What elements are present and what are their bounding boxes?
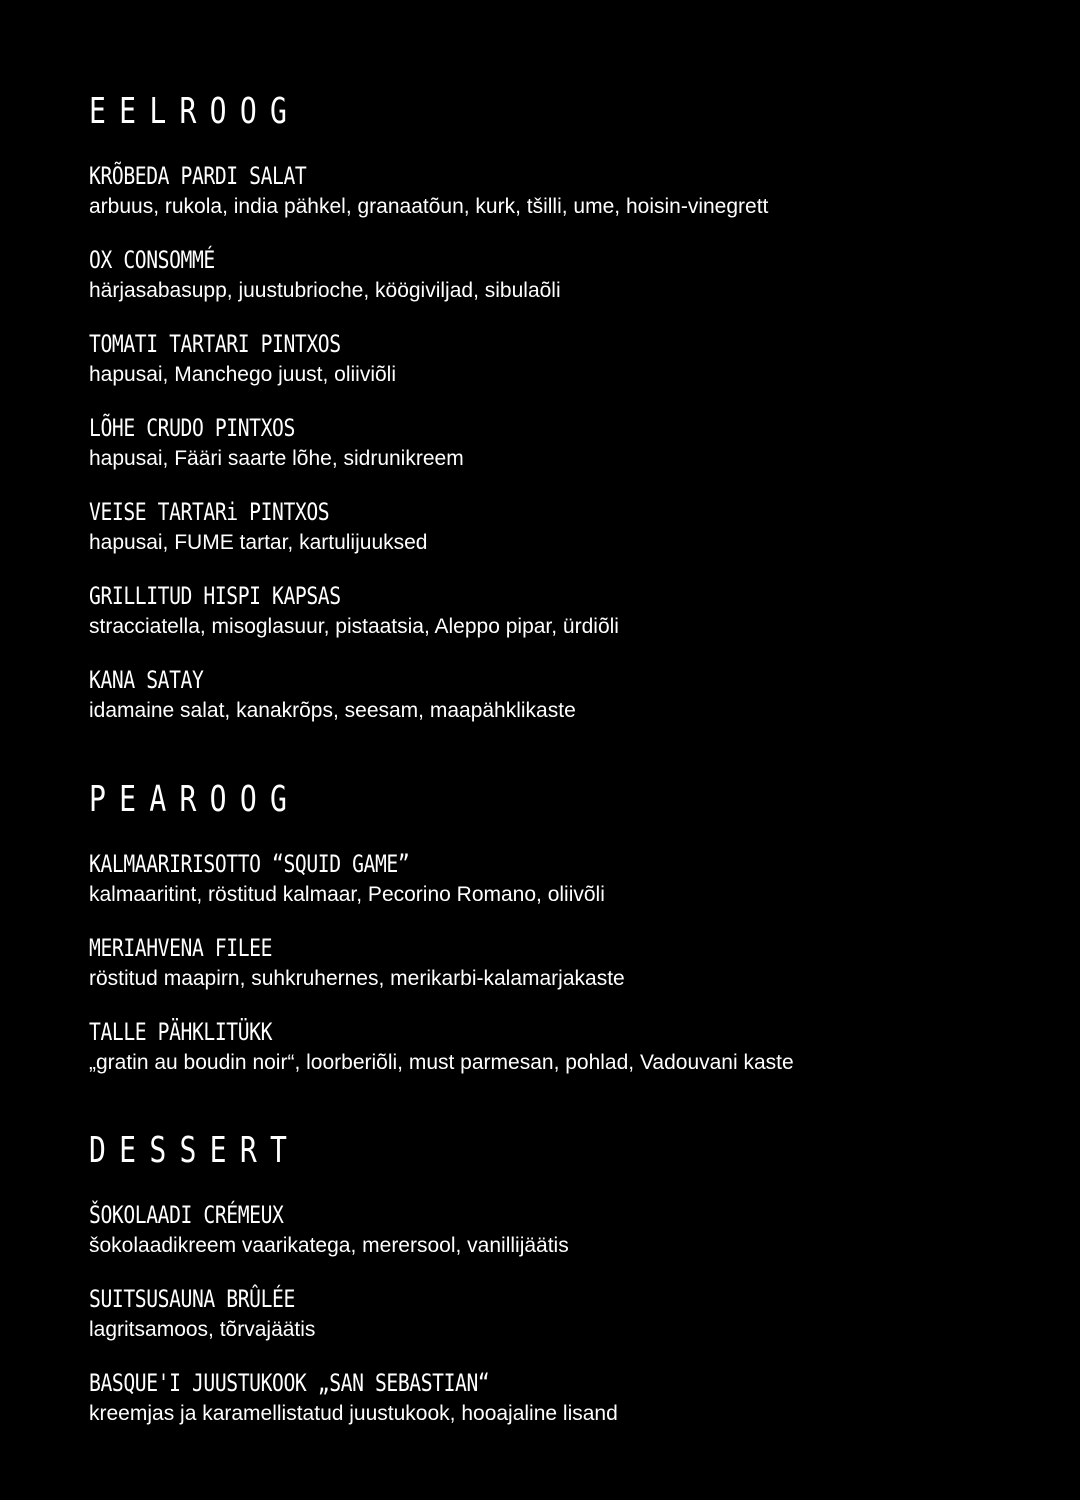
menu-item	[89, 666, 1049, 750]
item-name: SUITSUSAUNA BRÛLÉE	[89, 1285, 295, 1313]
item-name: TOMATI TARTARI PINTXOS	[89, 330, 341, 358]
item-description: kreemjas ja karamellistatud juustukook, hooajaline lisand	[89, 1402, 618, 1425]
menu-item	[89, 498, 1049, 582]
item-name: KALMAARIRISOTTO “SQUID GAME”	[89, 850, 410, 878]
menu-item	[89, 162, 1049, 246]
item-description: härjasabasupp, juustubrioche, köögiviljad, sibulaõli	[89, 279, 561, 302]
menu-item	[89, 246, 1049, 330]
item-name: KRÕBEDA PARDI SALAT	[89, 162, 307, 190]
item-description: lagritsamoos, tõrvajäätis	[89, 1318, 316, 1341]
item-name: LÕHE CRUDO PINTXOS	[89, 414, 295, 442]
item-description: „gratin au boudin noir“, loorberiõli, must parmesan, pohlad, Vadouvani kaste	[89, 1051, 794, 1074]
section-title: DESSERT	[89, 1130, 301, 1171]
menu-items	[89, 1201, 1049, 1453]
menu-item	[89, 582, 1049, 666]
menu-item	[89, 414, 1049, 498]
menu-item	[89, 1369, 1049, 1453]
section-title: EELROOG	[89, 91, 301, 132]
item-description: kalmaaritint, röstitud kalmaar, Pecorino Romano, oliivõli	[89, 883, 605, 906]
menu-item	[89, 330, 1049, 414]
item-description: röstitud maapirn, suhkruhernes, merikarbi-kalamarjakaste	[89, 967, 625, 990]
menu-item	[89, 1285, 1049, 1369]
item-name: BASQUE'I JUUSTUKOOK „SAN SEBASTIAN“	[89, 1369, 490, 1397]
item-description: arbuus, rukola, india pähkel, granaatõun, kurk, tšilli, ume, hoisin-vinegrett	[89, 195, 769, 218]
menu-item	[89, 1018, 1049, 1102]
section-title: PEAROOG	[89, 779, 301, 820]
item-description: hapusai, Fääri saarte lõhe, sidrunikreem	[89, 447, 464, 470]
menu-item	[89, 850, 1049, 934]
menu-items	[89, 850, 1049, 1102]
item-name: OX CONSOMMÉ	[89, 246, 215, 274]
item-description: šokolaadikreem vaarikatega, merersool, vanillijäätis	[89, 1234, 569, 1257]
item-description: hapusai, FUME tartar, kartulijuuksed	[89, 531, 428, 554]
item-description: stracciatella, misoglasuur, pistaatsia, Aleppo pipar, ürdiõli	[89, 615, 619, 638]
menu-items	[89, 162, 1049, 750]
item-name: KANA SATAY	[89, 666, 204, 694]
menu-item	[89, 934, 1049, 1018]
item-name: MERIAHVENA FILEE	[89, 934, 273, 962]
item-name: ŠOKOLAADI CRÉMEUX	[89, 1201, 284, 1229]
item-description: idamaine salat, kanakrõps, seesam, maapähklikaste	[89, 699, 576, 722]
item-description: hapusai, Manchego juust, oliiviõli	[89, 363, 397, 386]
menu-item	[89, 1201, 1049, 1285]
item-name: VEISE TARTARi PINTXOS	[89, 498, 330, 526]
item-name: GRILLITUD HISPI KAPSAS	[89, 582, 341, 610]
item-name: TALLE PÄHKLITÜKK	[89, 1018, 273, 1046]
